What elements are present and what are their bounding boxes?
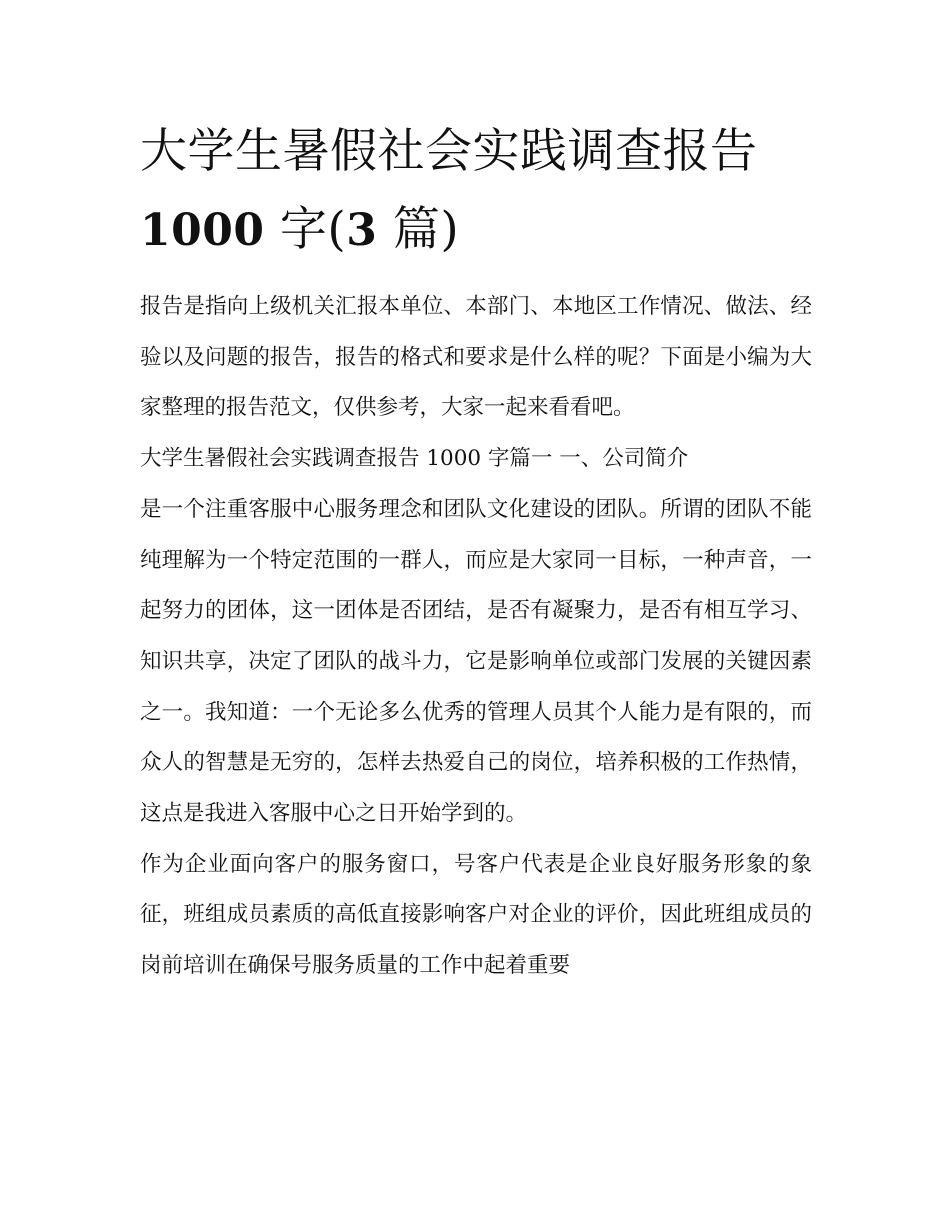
intro-paragraph: 报告是指向上级机关汇报本单位、本部门、本地区工作情况、做法、经验以及问题的报告，报告的格式和要求是什么样的呢？下面是小编为大家整理的报告范文，仅供参考，大家一起来看看吧。 [140,294,812,421]
title-line-1: 大学生暑假社会实践调查报告 [140,124,758,179]
title-suffix: 篇) [377,202,460,257]
body-paragraph: 是一个注重客服中心服务理念和团队文化建设的团队。所谓的团队不能纯理解为一个特定范围的一群人，而应是大家同一目标，一种声音，一起努力的团体，这一团体是否团结，是否有凝聚力，是否有相互学习、知识共享，决定了团队的战斗力，它是影响单位或部门发展的关键因素之一。我知道：一个无论多么优秀的管理人员其个人能力是有限的，而众人的智慧是无穷的，怎样去热爱自己的岗位，培养积极的工作热情，这点是我进入客服中心之日开始学到的。 [140,496,812,827]
title-count: 3 [346,205,378,256]
body-paragraph: 作为企业面向客户的服务窗口，号客户代表是企业良好服务形象的象征，班组成员素质的高低直接影响客户对企业的评价，因此班组成员的岗前培训在确保号服务质量的工作中起着重要 [140,851,812,979]
title-number: 1000 [140,205,265,256]
title-word: 字( [264,202,347,257]
section-heading: 大学生暑假社会实践调查报告 1000 字篇一 一、公司简介 [140,446,689,472]
document-body [140,113,812,992]
document-title [140,113,812,270]
